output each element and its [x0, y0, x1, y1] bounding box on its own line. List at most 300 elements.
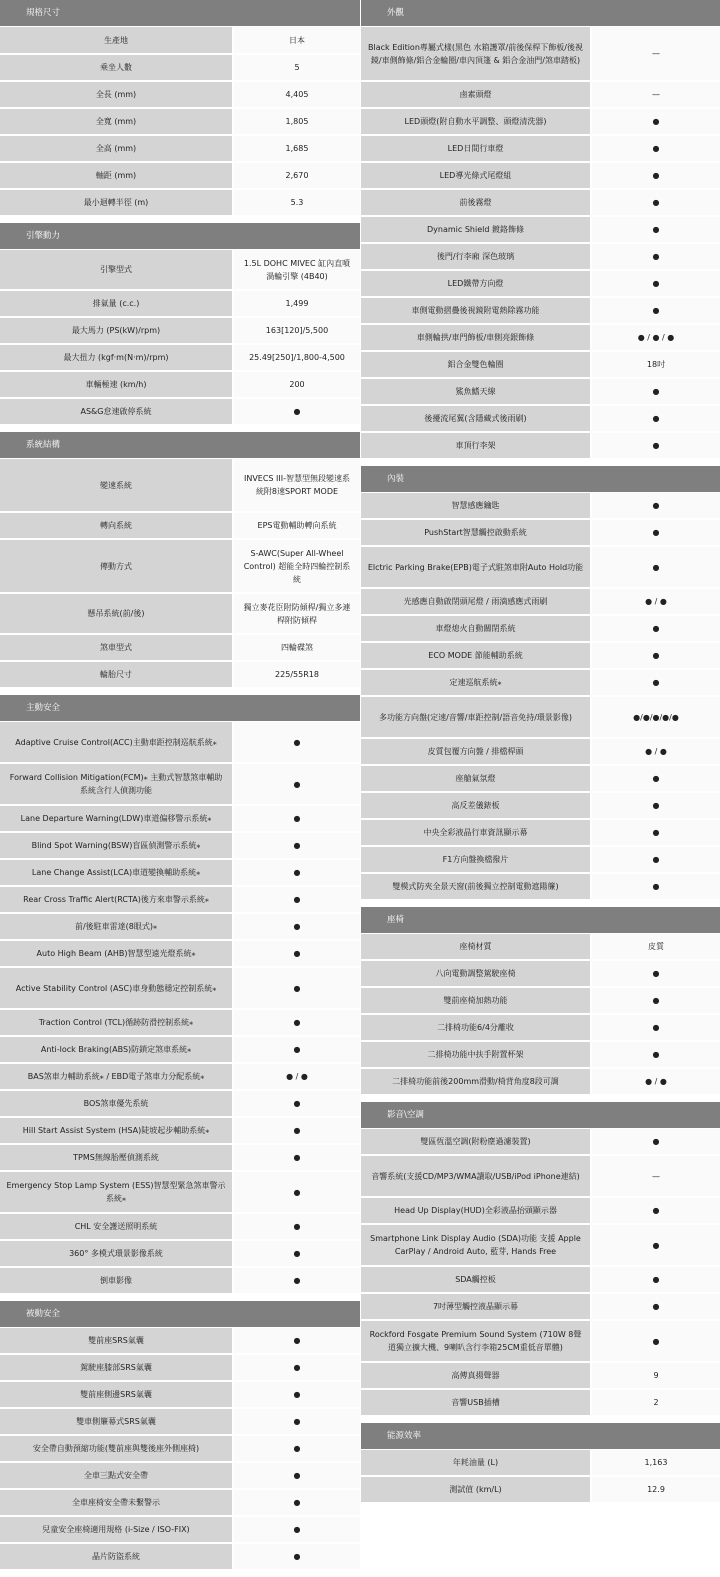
- spec-label: 鯊魚鰭天線: [361, 379, 590, 404]
- spec-label: 煞車型式: [0, 635, 232, 660]
- spec-label: 後擾流尾翼(含隱藏式後雨刷): [361, 406, 590, 431]
- spec-value: ●: [234, 1118, 360, 1143]
- spec-label: Elctric Parking Brake(EPB)電子式駐煞車附Auto Hold功能: [361, 547, 590, 587]
- spec-label: 高傳真揚聲器: [361, 1363, 590, 1388]
- spec-label: 車頂行李架: [361, 433, 590, 458]
- spec-label: BOS煞車優先系統: [0, 1091, 232, 1116]
- spec-value: ●: [592, 406, 720, 431]
- spec-value: ●: [234, 1463, 360, 1488]
- spec-label: BAS煞車力輔助系統⁎ / EBD電子煞車力分配系統⁎: [0, 1064, 232, 1089]
- spec-row: [361, 1321, 720, 1361]
- spec-value: S-AWC(Super All-Wheel Control) 超能全時四輪控制系統: [234, 540, 360, 592]
- spec-label: 雙前座椅加熱功能: [361, 988, 590, 1013]
- section-title: 內裝: [361, 466, 720, 492]
- spec-value: ●: [592, 820, 720, 845]
- spec-label: 全高 (mm): [0, 136, 232, 161]
- spec-row: [0, 27, 360, 53]
- spec-row: [0, 662, 360, 687]
- spec-row: [361, 766, 720, 791]
- spec-label: Active Stability Control (ASC)車身動態穩定控制系統⁎: [0, 968, 232, 1008]
- spec-value: —: [592, 82, 720, 107]
- spec-value: 獨立麥花臣附防傾桿/獨立多連桿附防傾桿: [234, 594, 360, 633]
- spec-label: 雙模式防夾全景天窗(前後獨立控制電動遮陽簾): [361, 874, 590, 899]
- spec-label: 排氣量 (c.c.): [0, 291, 232, 316]
- spec-row: [0, 318, 360, 343]
- spec-value: ●: [234, 1328, 360, 1353]
- spec-value: INVECS III-智慧型無段變速系統附8速SPORT MODE: [234, 459, 360, 511]
- spec-section: [0, 432, 360, 695]
- spec-section: [361, 1102, 720, 1423]
- spec-value: —: [592, 27, 720, 80]
- spec-label: 最大馬力 (PS(kW)/rpm): [0, 318, 232, 343]
- spec-label: 懸吊系統(前/後): [0, 594, 232, 633]
- spec-row: [0, 764, 360, 804]
- spec-value: ●: [234, 806, 360, 831]
- spec-label: 座艙氣氛燈: [361, 766, 590, 791]
- spec-label: 音響USB插槽: [361, 1390, 590, 1415]
- spec-row: [361, 271, 720, 296]
- spec-row: [0, 1328, 360, 1353]
- spec-value: ●: [234, 1544, 360, 1569]
- spec-label: 轉向系統: [0, 513, 232, 538]
- spec-value: 1,805: [234, 109, 360, 134]
- spec-row: [0, 540, 360, 592]
- spec-value: ●: [234, 1382, 360, 1407]
- spec-row: [0, 635, 360, 660]
- spec-row: [361, 493, 720, 518]
- spec-row: [0, 1517, 360, 1542]
- spec-row: [361, 934, 720, 959]
- spec-label: Anti-lock Braking(ABS)防鎖定煞車系統⁎: [0, 1037, 232, 1062]
- spec-row: [0, 372, 360, 397]
- spec-row: [0, 1091, 360, 1116]
- spec-row: [0, 250, 360, 289]
- spec-value: 18吋: [592, 352, 720, 377]
- spec-value: 5.3: [234, 190, 360, 215]
- spec-label: 車燈熄火自動關閉系統: [361, 616, 590, 641]
- spec-label: 中央全彩液晶行車資訊顯示幕: [361, 820, 590, 845]
- spec-row: [361, 988, 720, 1013]
- spec-value: 1,163: [592, 1450, 720, 1475]
- spec-value: 2,670: [234, 163, 360, 188]
- spec-label: 倒車影像: [0, 1268, 232, 1293]
- spec-row: [361, 616, 720, 641]
- spec-row: [361, 739, 720, 764]
- spec-label: 雙區恆溫空調(附粉塵過濾裝置): [361, 1129, 590, 1154]
- spec-label: Auto High Beam (AHB)智慧型遠光燈系統⁎: [0, 941, 232, 966]
- spec-value: ●: [234, 914, 360, 939]
- spec-row: [0, 55, 360, 80]
- spec-value: 皮質: [592, 934, 720, 959]
- spec-label: 雙車側簾幕式SRS氣囊: [0, 1409, 232, 1434]
- spec-row: [361, 109, 720, 134]
- spec-label: F1方向盤換檔撥片: [361, 847, 590, 872]
- spec-value: ●: [234, 1268, 360, 1293]
- spec-label: PushStart智慧觸控啟動系統: [361, 520, 590, 545]
- spec-label: 智慧感應鑰匙: [361, 493, 590, 518]
- spec-label: 生產地: [0, 27, 232, 53]
- spec-label: 全車座椅安全帶未繫警示: [0, 1490, 232, 1515]
- spec-value: ●: [234, 722, 360, 762]
- spec-row: [361, 793, 720, 818]
- section-title: 外觀: [361, 0, 720, 26]
- spec-row: [0, 136, 360, 161]
- spec-section: [361, 907, 720, 1102]
- spec-row: [0, 1490, 360, 1515]
- spec-label: Lane Departure Warning(LDW)車道偏移警示系統⁎: [0, 806, 232, 831]
- spec-row: [0, 291, 360, 316]
- spec-value: ● / ● / ●: [592, 325, 720, 350]
- spec-row: [0, 1409, 360, 1434]
- spec-value: ●/●/●/●/●: [592, 697, 720, 737]
- section-gap: [0, 1571, 360, 1577]
- spec-label: 年耗油量 (L): [361, 1450, 590, 1475]
- section-title: 影音\空調: [361, 1102, 720, 1128]
- spec-section: [361, 466, 720, 907]
- spec-label: Lane Change Assist(LCA)車道變換輔助系統⁎: [0, 860, 232, 885]
- spec-row: [361, 244, 720, 269]
- spec-row: [361, 1267, 720, 1292]
- spec-label: 二排椅功能前後200mm滑動/椅背角度8段可調: [361, 1069, 590, 1094]
- section-title: 系統結構: [0, 432, 360, 458]
- spec-value: ●: [592, 1042, 720, 1067]
- spec-row: [361, 1015, 720, 1040]
- spec-label: 八向電動調整駕駛座椅: [361, 961, 590, 986]
- spec-label: 7吋薄型觸控液晶顯示幕: [361, 1294, 590, 1319]
- spec-row: [0, 190, 360, 215]
- spec-row: [361, 298, 720, 323]
- section-title: 規格尺寸: [0, 0, 360, 26]
- spec-label: 鋁合金雙色輪圈: [361, 352, 590, 377]
- spec-row: [361, 1390, 720, 1415]
- spec-row: [0, 1037, 360, 1062]
- spec-value: ●: [234, 399, 360, 424]
- spec-value: ●: [592, 961, 720, 986]
- spec-row: [0, 1382, 360, 1407]
- spec-value: 2: [592, 1390, 720, 1415]
- spec-row: [361, 1294, 720, 1319]
- spec-value: ●: [234, 1517, 360, 1542]
- spec-label: 乘坐人數: [0, 55, 232, 80]
- spec-label: 安全帶自動預縮功能(雙前座與雙後座外側座椅): [0, 1436, 232, 1461]
- spec-label: 輪胎尺寸: [0, 662, 232, 687]
- spec-value: ●: [592, 793, 720, 818]
- spec-label: 皮質包覆方向盤 / 排檔桿頭: [361, 739, 590, 764]
- spec-label: 車側輪拱/車門飾板/車側亮銀飾條: [361, 325, 590, 350]
- spec-label: 鹵素頭燈: [361, 82, 590, 107]
- spec-value: 200: [234, 372, 360, 397]
- spec-row: [0, 860, 360, 885]
- spec-label: Dynamic Shield 鍍鉻飾條: [361, 217, 590, 242]
- spec-value: ● / ●: [234, 1064, 360, 1089]
- spec-value: ●: [234, 764, 360, 804]
- section-title: 座椅: [361, 907, 720, 933]
- spec-label: 前/後駐車雷達(8眼式)⁎: [0, 914, 232, 939]
- spec-label: ECO MODE 節能輔助系統: [361, 643, 590, 668]
- spec-label: Rear Cross Traffic Alert(RCTA)後方來車警示系統⁎: [0, 887, 232, 912]
- spec-value: ●: [234, 968, 360, 1008]
- spec-label: Black Edition專屬式樣(黑色 水箱護罩/前後保桿下飾板/後視鏡/車側飾條/鋁合金輪圈/車內頂篷 & 鋁合金油門/煞車踏板): [361, 27, 590, 80]
- spec-row: [361, 82, 720, 107]
- spec-label: Forward Collision Mitigation(FCM)⁎ 主動式智慧煞車輔助系統含行人偵測功能: [0, 764, 232, 804]
- spec-row: [361, 589, 720, 614]
- spec-value: 1,685: [234, 136, 360, 161]
- spec-value: ●: [592, 244, 720, 269]
- spec-value: ●: [592, 1198, 720, 1223]
- spec-section: [0, 695, 360, 1301]
- spec-label: Head Up Display(HUD)全彩液晶抬頭顯示器: [361, 1198, 590, 1223]
- spec-row: [361, 1363, 720, 1388]
- spec-label: LED日間行車燈: [361, 136, 590, 161]
- spec-label: 前後霧燈: [361, 190, 590, 215]
- spec-label: 後門/行李廂 深色玻璃: [361, 244, 590, 269]
- spec-label: 駕駛座膝部SRS氣囊: [0, 1355, 232, 1380]
- spec-label: 定速巡航系統⁎: [361, 670, 590, 695]
- spec-row: [361, 1225, 720, 1265]
- spec-section: [0, 1301, 360, 1577]
- spec-row: [361, 325, 720, 350]
- spec-value: ●: [592, 1267, 720, 1292]
- spec-row: [361, 352, 720, 377]
- spec-label: 車輛極速 (km/h): [0, 372, 232, 397]
- spec-value: ●: [234, 1010, 360, 1035]
- spec-row: [361, 136, 720, 161]
- spec-value: ● / ●: [592, 739, 720, 764]
- section-gap: [361, 1504, 720, 1510]
- spec-value: ●: [234, 887, 360, 912]
- spec-value: 5: [234, 55, 360, 80]
- right-spec-column: [361, 0, 720, 1510]
- spec-row: [361, 643, 720, 668]
- spec-value: 9: [592, 1363, 720, 1388]
- spec-row: [0, 1214, 360, 1239]
- spec-value: ●: [592, 616, 720, 641]
- spec-row: [361, 433, 720, 458]
- spec-label: 全寬 (mm): [0, 109, 232, 134]
- spec-value: 25.49[250]/1,800-4,500: [234, 345, 360, 370]
- spec-row: [361, 190, 720, 215]
- spec-label: 軸距 (mm): [0, 163, 232, 188]
- spec-label: AS&G怠速啟停系統: [0, 399, 232, 424]
- spec-value: ●: [234, 941, 360, 966]
- spec-value: ●: [592, 271, 720, 296]
- section-title: 主動安全: [0, 695, 360, 721]
- spec-row: [361, 547, 720, 587]
- spec-row: [361, 820, 720, 845]
- spec-value: ●: [592, 136, 720, 161]
- spec-label: 雙前座側邊SRS氣囊: [0, 1382, 232, 1407]
- spec-row: [0, 1268, 360, 1293]
- spec-row: [361, 961, 720, 986]
- spec-label: 變速系統: [0, 459, 232, 511]
- spec-label: LED頭燈(附自動水平調整、頭燈清洗器): [361, 109, 590, 134]
- spec-section: [0, 223, 360, 432]
- spec-label: SDA觸控板: [361, 1267, 590, 1292]
- spec-value: ●: [592, 874, 720, 899]
- spec-label: 引擎型式: [0, 250, 232, 289]
- spec-label: TPMS無線胎壓偵測系統: [0, 1145, 232, 1170]
- spec-row: [361, 847, 720, 872]
- spec-row: [0, 806, 360, 831]
- spec-row: [0, 914, 360, 939]
- spec-label: 最小迴轉半徑 (m): [0, 190, 232, 215]
- section-title: 被動安全: [0, 1301, 360, 1327]
- spec-row: [0, 399, 360, 424]
- spec-value: ●: [592, 433, 720, 458]
- spec-value: ●: [234, 833, 360, 858]
- spec-value: 163[120]/5,500: [234, 318, 360, 343]
- spec-label: Traction Control (TCL)循跡防滑控制系統⁎: [0, 1010, 232, 1035]
- spec-row: [0, 1118, 360, 1143]
- spec-label: 二排椅功能中扶手附置杯架: [361, 1042, 590, 1067]
- spec-label: 360° 多模式環景影像系統: [0, 1241, 232, 1266]
- spec-value: ●: [592, 988, 720, 1013]
- spec-value: ●: [234, 1091, 360, 1116]
- spec-label: Smartphone Link Display Audio (SDA)功能 支援 Apple CarPlay / Android Auto, 藍芽, Hands Free: [361, 1225, 590, 1265]
- spec-value: 4,405: [234, 82, 360, 107]
- spec-label: 多功能方向盤(定速/音響/車距控制/語音免持/環景影像): [361, 697, 590, 737]
- spec-label: 高反差儀錶板: [361, 793, 590, 818]
- spec-value: ●: [592, 1294, 720, 1319]
- spec-label: Emergency Stop Lamp System (ESS)智慧型緊急煞車警示系統⁎: [0, 1172, 232, 1212]
- spec-section: [361, 1423, 720, 1510]
- spec-row: [0, 722, 360, 762]
- spec-row: [361, 1129, 720, 1154]
- spec-value: ●: [592, 1321, 720, 1361]
- spec-value: ●: [592, 1225, 720, 1265]
- spec-value: ● / ●: [592, 1069, 720, 1094]
- spec-row: [361, 1069, 720, 1094]
- spec-label: 全車三點式安全帶: [0, 1463, 232, 1488]
- spec-value: ●: [592, 847, 720, 872]
- spec-label: 最大扭力 (kgf·m(N·m)/rpm): [0, 345, 232, 370]
- spec-value: ●: [234, 1409, 360, 1434]
- spec-row: [0, 1145, 360, 1170]
- spec-value: 日本: [234, 27, 360, 53]
- spec-value: ●: [592, 1015, 720, 1040]
- spec-value: ●: [592, 1129, 720, 1154]
- spec-row: [0, 1064, 360, 1089]
- spec-value: ●: [234, 1172, 360, 1212]
- spec-row: [361, 163, 720, 188]
- spec-label: 車側電動摺疊後視鏡附電熱除霧功能: [361, 298, 590, 323]
- spec-row: [361, 27, 720, 80]
- spec-label: LED導光條式尾燈組: [361, 163, 590, 188]
- spec-value: 12.9: [592, 1477, 720, 1502]
- spec-value: ●: [234, 1436, 360, 1461]
- spec-row: [0, 109, 360, 134]
- spec-row: [361, 217, 720, 242]
- spec-value: ●: [234, 1214, 360, 1239]
- spec-row: [361, 520, 720, 545]
- spec-row: [0, 887, 360, 912]
- spec-value: ●: [234, 1145, 360, 1170]
- spec-value: ●: [234, 1241, 360, 1266]
- spec-section: [0, 0, 360, 223]
- spec-row: [361, 1198, 720, 1223]
- spec-label: 光感應自動啟閉頭尾燈 / 雨滴感應式雨刷: [361, 589, 590, 614]
- spec-label: 全長 (mm): [0, 82, 232, 107]
- spec-value: ●: [592, 547, 720, 587]
- spec-value: 1,499: [234, 291, 360, 316]
- spec-value: 1.5L DOHC MIVEC 缸內直噴渦輪引擎 (4B40): [234, 250, 360, 289]
- spec-label: 測試值 (km/L): [361, 1477, 590, 1502]
- spec-value: ●: [234, 1355, 360, 1380]
- spec-value: ●: [592, 643, 720, 668]
- spec-label: Hill Start Assist System (HSA)陡坡起步輔助系統⁎: [0, 1118, 232, 1143]
- spec-row: [361, 874, 720, 899]
- spec-value: ●: [234, 1037, 360, 1062]
- spec-row: [0, 1355, 360, 1380]
- spec-row: [361, 1042, 720, 1067]
- spec-row: [0, 1010, 360, 1035]
- spec-value: ●: [234, 860, 360, 885]
- spec-value: ●: [592, 379, 720, 404]
- spec-label: 雙前座SRS氣囊: [0, 1328, 232, 1353]
- spec-row: [0, 833, 360, 858]
- spec-value: 225/55R18: [234, 662, 360, 687]
- spec-row: [0, 1463, 360, 1488]
- spec-value: ●: [592, 298, 720, 323]
- spec-value: ●: [592, 163, 720, 188]
- spec-label: LED鐵帶方向燈: [361, 271, 590, 296]
- spec-row: [361, 670, 720, 695]
- spec-value: ●: [592, 670, 720, 695]
- spec-row: [361, 1450, 720, 1475]
- spec-row: [0, 594, 360, 633]
- spec-value: ●: [234, 1490, 360, 1515]
- spec-label: 兒童安全座椅適用規格 (i-Size / ISO-FIX): [0, 1517, 232, 1542]
- spec-value: —: [592, 1156, 720, 1196]
- section-title: 引擎動力: [0, 223, 360, 249]
- spec-value: 四輪碟煞: [234, 635, 360, 660]
- spec-row: [0, 459, 360, 511]
- spec-row: [0, 1544, 360, 1569]
- spec-value: ●: [592, 109, 720, 134]
- spec-row: [0, 941, 360, 966]
- spec-row: [0, 345, 360, 370]
- spec-label: CHL 安全護送照明系統: [0, 1214, 232, 1239]
- spec-value: ●: [592, 766, 720, 791]
- spec-row: [0, 163, 360, 188]
- spec-label: 晶片防盜系統: [0, 1544, 232, 1569]
- section-title: 能源效率: [361, 1423, 720, 1449]
- spec-row: [361, 406, 720, 431]
- spec-value: ●: [592, 493, 720, 518]
- spec-row: [0, 82, 360, 107]
- spec-label: Blind Spot Warning(BSW)盲區偵測警示系統⁎: [0, 833, 232, 858]
- spec-value: ●: [592, 217, 720, 242]
- spec-row: [0, 968, 360, 1008]
- spec-label: Rockford Fosgate Premium Sound System (710W 8聲道獨立擴大機、9喇叭含行李箱25CM重低音單體): [361, 1321, 590, 1361]
- spec-row: [0, 1436, 360, 1461]
- spec-value: EPS電動輔助轉向系統: [234, 513, 360, 538]
- spec-value: ●: [592, 520, 720, 545]
- spec-row: [361, 1156, 720, 1196]
- spec-row: [0, 513, 360, 538]
- spec-value: ●: [592, 190, 720, 215]
- spec-row: [361, 379, 720, 404]
- spec-label: Adaptive Cruise Control(ACC)主動車距控制巡航系統⁎: [0, 722, 232, 762]
- spec-value: ● / ●: [592, 589, 720, 614]
- spec-row: [0, 1241, 360, 1266]
- spec-row: [0, 1172, 360, 1212]
- spec-section: [361, 0, 720, 466]
- spec-row: [361, 697, 720, 737]
- spec-row: [361, 1477, 720, 1502]
- spec-label: 二排椅功能6/4分離收: [361, 1015, 590, 1040]
- spec-label: 音響系統(支援CD/MP3/WMA讀取/USB/iPod iPhone連結): [361, 1156, 590, 1196]
